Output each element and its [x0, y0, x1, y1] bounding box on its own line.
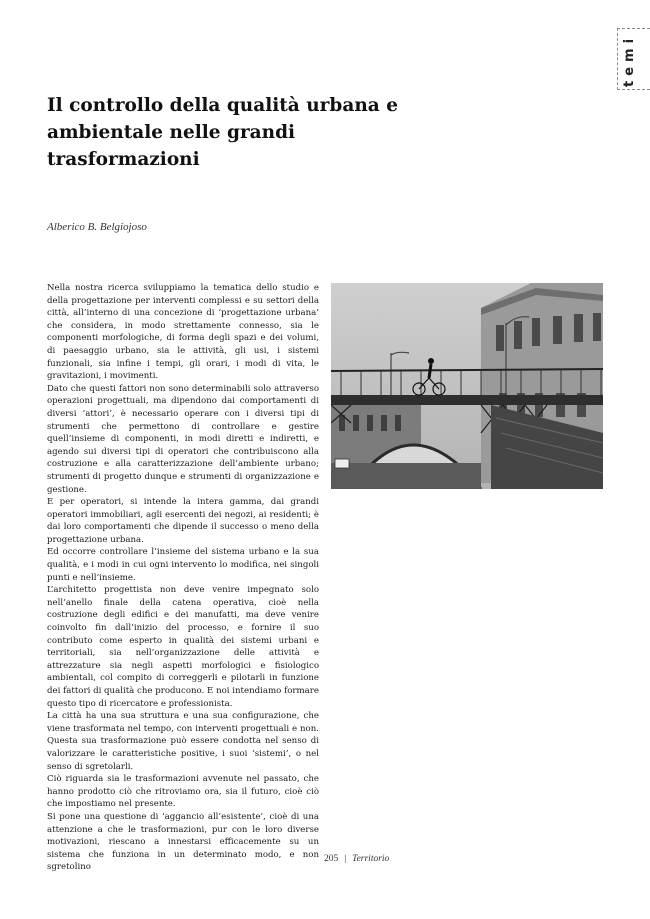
magazine-name: Territorio: [352, 854, 390, 864]
body-paragraph: L’architetto progettista non deve venire impegnato solo nell’anello finale della catena operativa, cioè nella costruzione degli edifici e dei manufatti, ma deve venire coinvolto fin dall’inizio del processo, e fornire il suo contributo come esperto in qualità dei sistemi urbani e territoriali, sia nell’organizzazione delle attività e attrezzature sia negli aspetti morfologici e fisiologico ambientali, col compito di correggerli e pilotarli in funzione dei fattori di qualità che producono. E noi intendiamo formare questo tipo di ricercatore e professionista.: [47, 585, 319, 709]
body-paragraph: La città ha una sua struttura e una sua configurazione, che viene trasformata nel tempo, con interventi progettuali e non. Questa sua trasformazione può essere condotta nel senso di valorizzare le caratteristiche positive, i suoi ‘sistemi’, o nel senso di sgretolarli.: [47, 711, 319, 772]
page-number: 205: [324, 854, 339, 864]
article-title: Il controllo della qualità urbana e ambientale nelle grandi trasformazioni: [47, 95, 399, 170]
body-paragraph: Nella nostra ricerca sviluppiamo la tematica dello studio e della progettazione per interventi complessi e su settori della città, all’interno di una concezione di ‘progettazione urbana’ che considera, in modo strettamente connesso, sia le componenti morfologiche, di forma degli spazi e dei volumi, di paesaggio urbano, sia le attività, gli usi, i sistemi funzionali, sia infine i tempi, gli orari, i modi di vita, le gravitazioni, i movimenti.: [47, 283, 319, 382]
body-paragraph: E per operatori, si intende la intera gamma, dai grandi operatori immobiliari, agli esercenti dei negozi, ai residenti; è dai loro comportamenti che dipende il successo o meno della progettazione urbana.: [47, 497, 319, 545]
body-paragraph: Si pone una questione di ‘aggancio all’esistente’, cioè di una attenzione a che le trasformazioni, pur con le loro diverse motivazioni, riescano a innestarsi efficacemente su un sistema che funziona in un determinato modo, e non sgretolino: [47, 811, 319, 873]
body-paragraph: Ed occorre controllare l’insieme del sistema urbano e la sua qualità, e i modi in cui ogni intervento lo modifica, nei singoli punti e nell’insieme.: [47, 547, 319, 583]
body-paragraph: Ciò riguarda sia le trasformazioni avvenute nel passato, che hanno prodotto ciò che ritroviamo ora, sia il futuro, cioè ciò che impostiamo nel presente.: [47, 774, 319, 810]
section-tab: [617, 28, 650, 90]
article-author: Alberico B. Belgiojoso: [47, 221, 147, 233]
body-paragraph: Dato che questi fattori non sono determinabili solo attraverso operazioni progettuali, ma dipendono dai comportamenti di diversi ‘attori’, è necessario operare con i diversi tipi di strumenti che permettono di controllare e gestire quell’insieme di componenti, in modi diretti e indiretti, e agendo sui diversi tipi di operatori che contribuiscono alla costruzione e alla caratterizzazione dell’ambiente urbano; strumenti di progetto dunque e strumenti di organizzazione e gestione.: [47, 383, 319, 495]
bridge-photo: [331, 283, 603, 489]
footer-separator: |: [344, 854, 347, 864]
page-footer: [324, 854, 389, 864]
article-body: [47, 282, 319, 874]
section-tab-label: temi: [622, 33, 637, 87]
